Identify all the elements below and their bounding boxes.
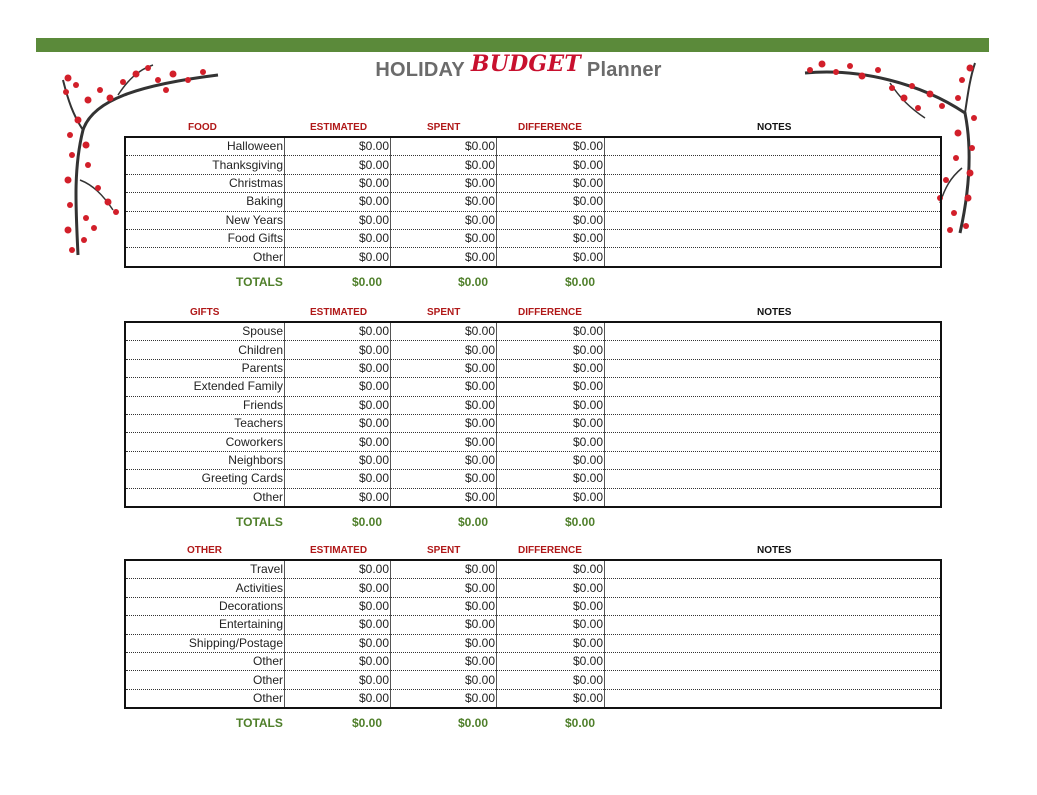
col-estimated-header: ESTIMATED (310, 122, 368, 133)
row-label: Parents (125, 359, 285, 377)
table-row (125, 671, 941, 689)
difference-cell[interactable]: $0.00 (497, 174, 605, 192)
row-label: Greeting Cards (125, 470, 285, 488)
budget-table (124, 559, 942, 709)
row-label: Halloween (125, 137, 285, 156)
difference-cell[interactable]: $0.00 (497, 359, 605, 377)
table-row (125, 579, 941, 597)
estimated-cell[interactable]: $0.00 (285, 671, 391, 689)
estimated-cell[interactable]: $0.00 (285, 211, 391, 229)
row-label: Decorations (125, 597, 285, 615)
difference-cell[interactable]: $0.00 (497, 488, 605, 507)
table-row (125, 174, 941, 192)
difference-cell[interactable]: $0.00 (497, 414, 605, 432)
table-row (125, 248, 941, 267)
row-label: Children (125, 341, 285, 359)
difference-cell[interactable]: $0.00 (497, 597, 605, 615)
notes-cell[interactable] (605, 211, 942, 229)
difference-cell[interactable]: $0.00 (497, 137, 605, 156)
estimated-cell[interactable]: $0.00 (285, 451, 391, 469)
estimated-cell[interactable]: $0.00 (285, 229, 391, 247)
spent-cell[interactable]: $0.00 (391, 341, 497, 359)
estimated-cell[interactable]: $0.00 (285, 341, 391, 359)
col-spent-header: SPENT (427, 122, 461, 133)
notes-cell[interactable] (605, 137, 942, 156)
section-title: OTHER (187, 545, 222, 556)
difference-cell[interactable]: $0.00 (497, 689, 605, 708)
row-label: Friends (125, 396, 285, 414)
row-label: Other (125, 671, 285, 689)
spent-cell[interactable]: $0.00 (391, 560, 497, 579)
totals-label: TOTALS (236, 515, 283, 529)
spent-cell[interactable]: $0.00 (391, 634, 497, 652)
estimated-cell[interactable]: $0.00 (285, 634, 391, 652)
notes-cell[interactable] (605, 174, 942, 192)
difference-cell[interactable]: $0.00 (497, 322, 605, 341)
row-label: Other (125, 689, 285, 708)
spent-cell[interactable]: $0.00 (391, 359, 497, 377)
spent-cell[interactable]: $0.00 (391, 396, 497, 414)
difference-cell[interactable]: $0.00 (497, 671, 605, 689)
notes-cell[interactable] (605, 193, 942, 211)
title-holiday: HOLIDAY (375, 59, 465, 81)
estimated-cell[interactable]: $0.00 (285, 396, 391, 414)
difference-cell[interactable]: $0.00 (497, 193, 605, 211)
col-estimated-header: ESTIMATED (310, 545, 368, 556)
row-label: Coworkers (125, 433, 285, 451)
spent-cell[interactable]: $0.00 (391, 433, 497, 451)
spent-cell[interactable]: $0.00 (391, 229, 497, 247)
difference-cell[interactable]: $0.00 (497, 396, 605, 414)
totals-difference: $0.00 (565, 275, 596, 289)
estimated-cell[interactable]: $0.00 (285, 322, 391, 341)
table-row (125, 341, 941, 359)
table-row (125, 359, 941, 377)
col-difference-header: DIFFERENCE (518, 545, 582, 556)
totals-estimated: $0.00 (352, 515, 383, 529)
difference-cell[interactable]: $0.00 (497, 378, 605, 396)
table-row (125, 634, 941, 652)
difference-cell[interactable]: $0.00 (497, 560, 605, 579)
difference-cell[interactable]: $0.00 (497, 470, 605, 488)
totals-label: TOTALS (236, 716, 283, 730)
estimated-cell[interactable]: $0.00 (285, 560, 391, 579)
spent-cell[interactable]: $0.00 (391, 597, 497, 615)
spent-cell[interactable]: $0.00 (391, 248, 497, 267)
notes-cell[interactable] (605, 634, 942, 652)
notes-cell[interactable] (605, 248, 942, 267)
col-notes-header: NOTES (757, 307, 792, 318)
notes-cell[interactable] (605, 560, 942, 579)
difference-cell[interactable]: $0.00 (497, 451, 605, 469)
difference-cell[interactable]: $0.00 (497, 433, 605, 451)
estimated-cell[interactable]: $0.00 (285, 359, 391, 377)
totals-difference: $0.00 (565, 515, 596, 529)
totals-spent: $0.00 (458, 275, 489, 289)
spent-cell[interactable]: $0.00 (391, 488, 497, 507)
row-label: Other (125, 248, 285, 267)
spent-cell[interactable]: $0.00 (391, 579, 497, 597)
difference-cell[interactable]: $0.00 (497, 652, 605, 670)
totals-difference: $0.00 (565, 716, 596, 730)
table-row (125, 433, 941, 451)
header-bar (36, 38, 989, 52)
notes-cell[interactable] (605, 488, 942, 507)
difference-cell[interactable]: $0.00 (497, 248, 605, 267)
notes-cell[interactable] (605, 322, 942, 341)
estimated-cell[interactable]: $0.00 (285, 156, 391, 174)
notes-cell[interactable] (605, 689, 942, 708)
difference-cell[interactable]: $0.00 (497, 579, 605, 597)
notes-cell[interactable] (605, 433, 942, 451)
row-label: Food Gifts (125, 229, 285, 247)
spent-cell[interactable]: $0.00 (391, 652, 497, 670)
row-label: Christmas (125, 174, 285, 192)
estimated-cell[interactable]: $0.00 (285, 414, 391, 432)
row-label: Shipping/Postage (125, 634, 285, 652)
spent-cell[interactable]: $0.00 (391, 174, 497, 192)
section-title: FOOD (188, 122, 217, 133)
row-label: Teachers (125, 414, 285, 432)
col-spent-header: SPENT (427, 307, 461, 318)
row-label: Activities (125, 579, 285, 597)
notes-cell[interactable] (605, 359, 942, 377)
notes-cell[interactable] (605, 396, 942, 414)
table-row (125, 378, 941, 396)
table-row (125, 560, 941, 579)
notes-cell[interactable] (605, 616, 942, 634)
notes-cell[interactable] (605, 414, 942, 432)
estimated-cell[interactable]: $0.00 (285, 193, 391, 211)
totals-spent: $0.00 (458, 716, 489, 730)
estimated-cell[interactable]: $0.00 (285, 689, 391, 708)
row-label: New Years (125, 211, 285, 229)
col-notes-header: NOTES (757, 122, 792, 133)
spent-cell[interactable]: $0.00 (391, 322, 497, 341)
estimated-cell[interactable]: $0.00 (285, 433, 391, 451)
totals-label: TOTALS (236, 275, 283, 289)
row-label: Thanksgiving (125, 156, 285, 174)
estimated-cell[interactable]: $0.00 (285, 248, 391, 267)
table-row (125, 488, 941, 507)
spent-cell[interactable]: $0.00 (391, 378, 497, 396)
estimated-cell[interactable]: $0.00 (285, 137, 391, 156)
row-label: Neighbors (125, 451, 285, 469)
row-label: Other (125, 488, 285, 507)
row-label: Travel (125, 560, 285, 579)
notes-cell[interactable] (605, 378, 942, 396)
difference-cell[interactable]: $0.00 (497, 229, 605, 247)
col-difference-header: DIFFERENCE (518, 122, 582, 133)
difference-cell[interactable]: $0.00 (497, 341, 605, 359)
estimated-cell[interactable]: $0.00 (285, 616, 391, 634)
table-row (125, 689, 941, 708)
table-row (125, 156, 941, 174)
spent-cell[interactable]: $0.00 (391, 671, 497, 689)
notes-cell[interactable] (605, 671, 942, 689)
table-row (125, 137, 941, 156)
spent-cell[interactable]: $0.00 (391, 211, 497, 229)
notes-cell[interactable] (605, 451, 942, 469)
title-budget: BUDGET (470, 51, 581, 77)
col-notes-header: NOTES (757, 545, 792, 556)
difference-cell[interactable]: $0.00 (497, 211, 605, 229)
table-row (125, 652, 941, 670)
notes-cell[interactable] (605, 341, 942, 359)
table-row (125, 396, 941, 414)
table-row (125, 616, 941, 634)
title-planner: Planner (586, 59, 662, 81)
spent-cell[interactable]: $0.00 (391, 156, 497, 174)
difference-cell[interactable]: $0.00 (497, 616, 605, 634)
row-label: Extended Family (125, 378, 285, 396)
table-row (125, 414, 941, 432)
difference-cell[interactable]: $0.00 (497, 634, 605, 652)
spent-cell[interactable]: $0.00 (391, 689, 497, 708)
totals-spent: $0.00 (458, 515, 489, 529)
row-label: Spouse (125, 322, 285, 341)
table-row (125, 597, 941, 615)
notes-cell[interactable] (605, 229, 942, 247)
notes-cell[interactable] (605, 597, 942, 615)
notes-cell[interactable] (605, 652, 942, 670)
col-difference-header: DIFFERENCE (518, 307, 582, 318)
table-row (125, 229, 941, 247)
col-estimated-header: ESTIMATED (310, 307, 368, 318)
spent-cell[interactable]: $0.00 (391, 137, 497, 156)
table-row (125, 451, 941, 469)
totals-estimated: $0.00 (352, 275, 383, 289)
table-row (125, 322, 941, 341)
totals-estimated: $0.00 (352, 716, 383, 730)
notes-cell[interactable] (605, 470, 942, 488)
budget-table (124, 321, 942, 508)
table-row (125, 211, 941, 229)
row-label: Baking (125, 193, 285, 211)
row-label: Entertaining (125, 616, 285, 634)
estimated-cell[interactable]: $0.00 (285, 378, 391, 396)
spent-cell[interactable]: $0.00 (391, 414, 497, 432)
estimated-cell[interactable]: $0.00 (285, 470, 391, 488)
estimated-cell[interactable]: $0.00 (285, 174, 391, 192)
row-label: Other (125, 652, 285, 670)
section-title: GIFTS (190, 307, 220, 318)
spent-cell[interactable]: $0.00 (391, 616, 497, 634)
table-row (125, 193, 941, 211)
table-row (125, 470, 941, 488)
difference-cell[interactable]: $0.00 (497, 156, 605, 174)
estimated-cell[interactable]: $0.00 (285, 597, 391, 615)
col-spent-header: SPENT (427, 545, 461, 556)
notes-cell[interactable] (605, 156, 942, 174)
spent-cell[interactable]: $0.00 (391, 193, 497, 211)
spent-cell[interactable]: $0.00 (391, 451, 497, 469)
estimated-cell[interactable]: $0.00 (285, 579, 391, 597)
estimated-cell[interactable]: $0.00 (285, 488, 391, 507)
notes-cell[interactable] (605, 579, 942, 597)
spent-cell[interactable]: $0.00 (391, 470, 497, 488)
estimated-cell[interactable]: $0.00 (285, 652, 391, 670)
budget-table (124, 136, 942, 268)
